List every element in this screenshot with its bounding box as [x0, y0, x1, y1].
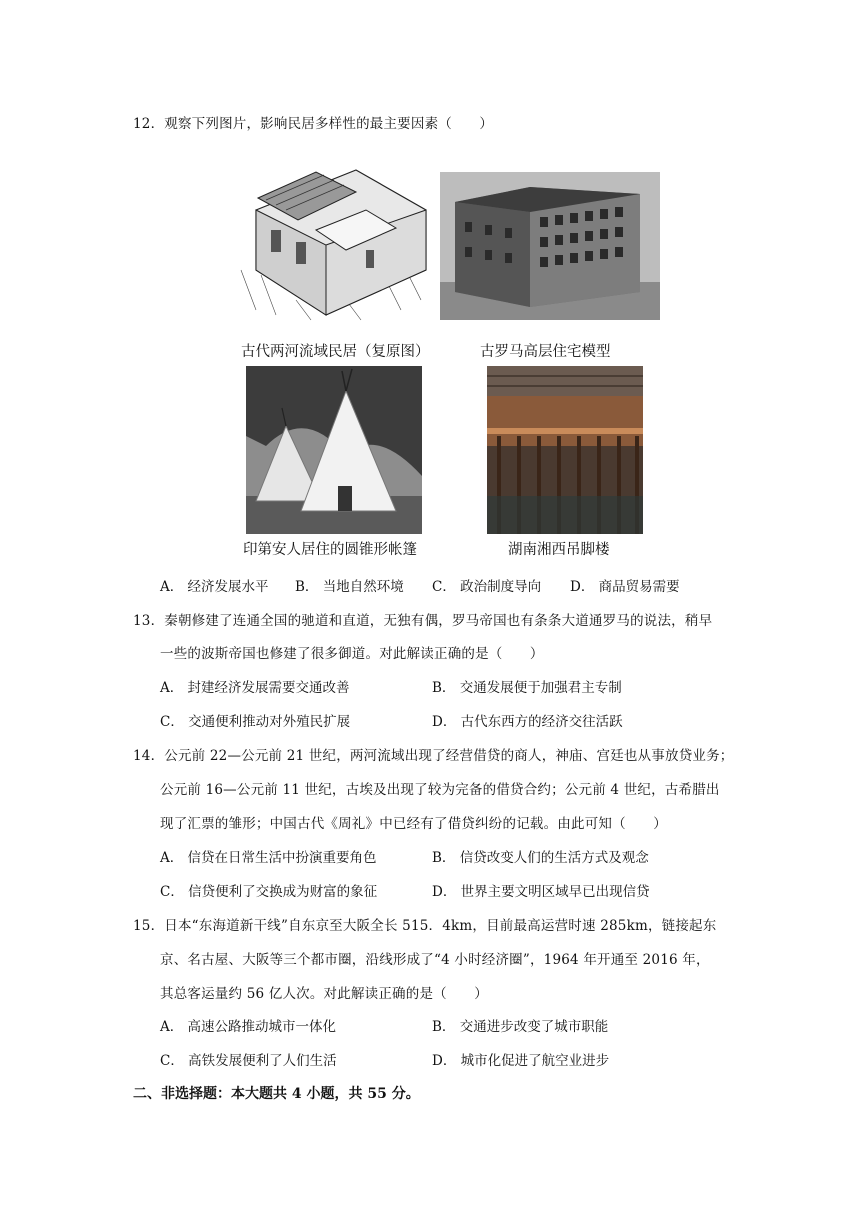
q12-option-b[interactable]: B． 当地自然环境: [295, 579, 404, 595]
q15-stem-line-2: 京、名古屋、大阪等三个都市圈，沿线形成了“4 小时经济圈”，1964 年开通至 2016 年，: [160, 952, 710, 968]
q15-option-d[interactable]: D． 城市化促进了航空业进步: [432, 1053, 610, 1069]
mesopotamia-house-image: [236, 150, 436, 322]
q13-option-d[interactable]: D． 古代东西方的经济交往活跃: [432, 714, 623, 730]
q13-stem-line-1: 13．秦朝修建了连通全国的驰道和直道，无独有偶，罗马帝国也有条条大道通罗马的说法，稍早: [133, 613, 713, 629]
q14-stem-line-3: 现了汇票的雏形；中国古代《周礼》中已经有了借贷纠纷的记载。由此可知（ ）: [160, 816, 667, 832]
caption-stilt: 湖南湘西吊脚楼: [508, 542, 610, 558]
q12-stem: 12．观察下列图片，影响民居多样性的最主要因素（ ）: [133, 116, 494, 132]
q13-option-b[interactable]: B． 交通发展便于加强君主专制: [432, 680, 622, 696]
q14-stem-line-1: 14．公元前 22—公元前 21 世纪，两河流域出现了经营借贷的商人，神庙、宫廷也从事放贷业务；: [133, 748, 734, 764]
tipi-tents-image: [246, 366, 422, 534]
q12-option-c[interactable]: C． 政治制度导向: [432, 579, 542, 595]
caption-tipi: 印第安人居住的圆锥形帐篷: [243, 542, 417, 558]
q13-option-a[interactable]: A． 封建经济发展需要交通改善: [160, 680, 350, 696]
q13-stem-line-2: 一些的波斯帝国也修建了很多御道。对此解读正确的是（ ）: [160, 646, 544, 662]
caption-rome: 古罗马高层住宅模型: [480, 344, 611, 360]
q15-option-a[interactable]: A． 高速公路推动城市一体化: [160, 1019, 337, 1035]
q12-option-d[interactable]: D． 商品贸易需要: [570, 579, 680, 595]
q14-option-b[interactable]: B． 信贷改变人们的生活方式及观念: [432, 850, 649, 866]
q14-stem-line-2: 公元前 16—公元前 11 世纪，古埃及出现了较为完备的借贷合约；公元前 4 世纪，古希腊出: [160, 782, 720, 798]
q12-option-a[interactable]: A． 经济发展水平: [160, 579, 269, 595]
q14-option-c[interactable]: C． 信贷便利了交换成为财富的象征: [160, 884, 378, 900]
q15-stem-line-3: 其总客运量约 56 亿人次。对此解读正确的是（ ）: [160, 986, 488, 1002]
q13-option-c[interactable]: C． 交通便利推动对外殖民扩展: [160, 714, 351, 730]
roman-apartment-model-image: [440, 172, 660, 320]
q15-option-c[interactable]: C． 高铁发展便利了人们生活: [160, 1053, 337, 1069]
stilt-house-image: [487, 366, 643, 534]
q14-option-d[interactable]: D． 世界主要文明区域早已出现信贷: [432, 884, 650, 900]
q14-option-a[interactable]: A． 信贷在日常生活中扮演重要角色: [160, 850, 377, 866]
caption-mesopotamia: 古代两河流域民居（复原图）: [241, 344, 430, 360]
section-2-heading: 二、非选择题：本大题共 4 小题，共 55 分。: [133, 1086, 420, 1102]
q15-stem-line-1: 15．日本“东海道新干线”自东京至大阪全长 515．4km，目前最高运营时速 285km，链接起东: [133, 918, 717, 934]
q15-option-b[interactable]: B． 交通进步改变了城市职能: [432, 1019, 609, 1035]
